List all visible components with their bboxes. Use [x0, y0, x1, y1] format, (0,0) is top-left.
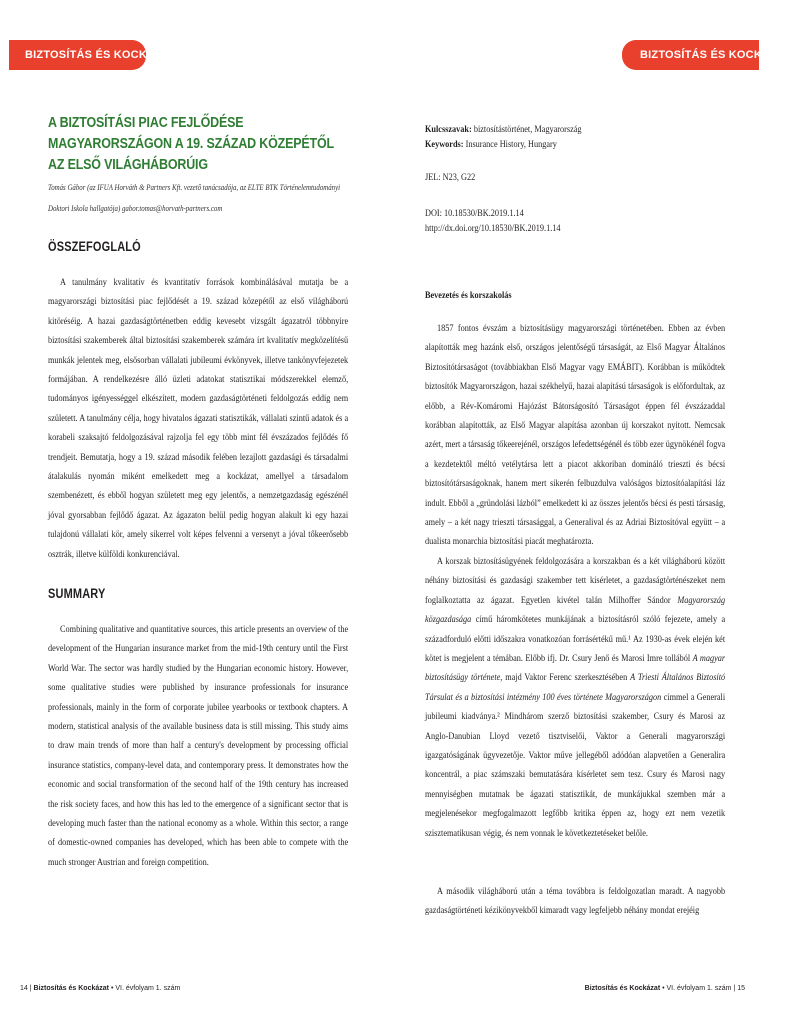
right-column: [425, 122, 725, 922]
keywords-en-value: Insurance History, Hungary: [465, 139, 557, 150]
section-tab-right: BIZTOSÍTÁS ÉS KOCKÁZAT: [622, 40, 759, 70]
doi: DOI: 10.18530/BK.2019.1.14: [425, 208, 524, 219]
doi-link[interactable]: http://dx.doi.org/10.18530/BK.2019.1.14: [425, 223, 561, 234]
keywords-hu: [425, 122, 725, 137]
book-title: A magyar biztosításügy története: [425, 653, 726, 684]
journal-name: Biztosítás és Kockázat: [33, 985, 109, 992]
issue-info: • VI. évfolyam 1. szám: [662, 985, 732, 992]
author-affiliation: Tomás Gábor (az IFUA Horváth & Partners Kft. vezető tanácsadója, az ELTE BTK Történelemtudományi Doktori Iskola hallgatója) gabor.tomas@horvath-partners.com: [48, 183, 341, 213]
book-title: A Triesti Általános Biztosító Társulat és a biztosítási intézmény 100 éves története Magyarországon: [425, 672, 726, 703]
page-number: 14 |: [20, 985, 32, 992]
footer-left: [20, 985, 180, 992]
text-run: A korszak biztosításügyének feldolgozására a korszakban és a két világháború között néhány biztosítási és gazdasági szakember tett kísérletet, a gazdaságtörténészeket nem foglalkoztatta az ágazat. Egyetlen kivétel talán Milhoffer Sándor: [425, 556, 726, 606]
intro-paragraph: 1857 fontos évszám a biztosításügy magyarországi történetében. Ebben az évben alapították meg hazánk első, országos jelentőségű társaságát, az Első Magyar Általános Biztosítótársaságot (továbbiakban Első Magyar vagy EMÁBIT). Korábban is működtek biztosítók Magyarországon, hazai székhelyű, hazai alapítású társaságok is előfordultak, az előbb, a Rév-Komáromi Hajózást Bátorságosító Társaságot éppen fél évszázaddal korábban alapították, az Első Magyar alapítása azonban új korszakot nyitott. Nemcsak azért, mert a társaság tőkeerejénél, országos lefedettségénél és több ezer ügynökénél fogva a kezdetektől méltó vetélytársa lett a piacot akkoriban domináló trieszti és bécsi biztosítótársaságoknak, hanem mert sikerén felbuzdulva valóságos biztosítóalapítási láz indult. Ebből a „gründolási lázból” emelkedett ki az összes jelentős bécsi és pesti társaság, amely – a két nagy trieszti társasággal, a Generalival és az Adriai Biztosítóval együtt – a dualista monarchia biztosítási piacát meghatározta.: [425, 323, 726, 548]
keywords-en-label: Keywords:: [425, 139, 464, 150]
left-column: [48, 112, 348, 910]
jel-codes: JEL: N23, G22: [425, 172, 476, 183]
abstract-hungarian: A tanulmány kvalitatív és kvantitatív források kombinálásával mutatja be a magyarországi biztosítási piac fejlődését a 19. század közepétől az első világháború kitöréséig. A hazai gazdaságtörténetben eddig kevesebt vizsgált ágazatról többnyire biztosítási szakemberek által biztosítási szakemberek számára írt kvalitatív megközelítésű munkák jelentek meg, elsősorban vállalati jubileumi évkönyvek, illetve tankönyvfejezetek formájában. A rendelkezésre álló üzleti adatokat statisztikai módszerekkel elemző, tudományos igényességgel elkészített, modern gazdaságtörténeti feldolgozás eddig nem született. A tanulmány célja, hogy hivatalos ágazati statisztikák, vállalati szintű adatok és a korabeli szaksajtó feldolgozásával rajzolja fel egy több mint fél évszázados fejlődés fő trendjeit. Bemutatja, hogy a 19. század második felében lezajlott gazdasági és társadalmi átalakulás nyomán miként emelkedett meg a kockázat, amellyel a társadalom szembenézett, és ebből hogyan született meg egy jelentős, a nemzetgazdaság egészénél jóval gyorsabban fejlődő ágazat. Az ágazaton belül pedig hogyan alakult ki egy hazai tulajdonú vállalati kör, amely sikerrel volt képes felvenni a versenyt a jóval tőkeerősebb osztrák, illetve külföldi konkurenciával.: [48, 277, 349, 560]
intro-paragraph: A második világháború után a téma továbbra is feldolgozatlan maradt. A nagyobb gazdaságtörténeti kézikönyvekből kimaradt vagy legfeljebb néhány mondat erejéig: [425, 886, 726, 917]
text-run: , majd Vaktor Ferenc szerkesztésében: [500, 672, 631, 684]
keywords-hu-label: Kulcsszavak:: [425, 124, 472, 135]
article-title: A BIZTOSÍTÁSI PIAC FEJLŐDÉSE MAGYARORSZÁGON A 19. SZÁZAD KÖZEPÉTŐL AZ ELSŐ VILÁGHÁBORÚIG: [48, 114, 334, 173]
keywords-en: [425, 137, 725, 152]
issue-info: • VI. évfolyam 1. szám: [110, 985, 181, 992]
keywords-hu-value: biztosítástörténet, Magyarország: [473, 124, 582, 135]
intro-heading: Bevezetés és korszakolás: [425, 290, 512, 301]
intro-paragraph: [425, 552, 725, 882]
abstract-english: Combining qualitative and quantitative sources, this article presents an overview of the development of the Hungarian insurance market from the mid-19th century until the First World War. The sector was hardly studied by the Hungarian economic history. However, some qualitative studies were published by insurance professionals for insurance professionals, mainly in the form of corporate jubilee yearbooks or textbook chapters. A modern, statistical analysis of the available business data is still missing. This study aims to draw main trends of more than half a century's development by processing official insurance statistics, company-level data, and contemporary press. It demonstrates how the economic and social transformation of the second half of the 19th century has increased the risk society faces, and how this has led to the emergence of a significant sector that is developing much faster than the national economy as a whole. Within this sector, a range of domestic-owned companies has developed, which has been able to compete with the much stronger Austrian and foreign competition.: [48, 624, 349, 868]
page-number: | 15: [733, 985, 745, 992]
footer-right: [585, 985, 745, 992]
text-run: című háromkötetes munkájának a biztosításról szóló fejezete, amely a századforduló előtti időszakra vonatkozóan forrásértékű mű.¹ Az 1930-as évek elején két kötet is megjelent a témában. Előbb ifj. Dr. Csury Jenő és Marosi Imre tollából: [425, 614, 726, 665]
book-title: Magyarország közgazdasága: [425, 594, 726, 626]
section-tab-left: BIZTOSÍTÁS ÉS KOCKÁZAT: [9, 40, 146, 70]
text-run: címmel a Generali jubileumi kiadványa.² Mindhárom szerző biztosítási szakember, Csury és Marosi az Anglo-Danubian Lloyd vezető tisztviselői, Vaktor a Generali magyarországi igazgatóságának ügyvezetője. Vaktor műve jellegéből adódóan alapvetően a Generalira koncentrál, a piac számszaki bemutatására kísérletet sem tesz. Csury és Marosi nagy mennyiségben mutatnak be ágazati statisztikát, de munkájukkal szemben már a megjelenésekor megfogalmazott legfőbb kritika éppen az, hogy ezt nem vezetik szisztematikusan végig, és nem vonnak le következtetéseket belőle.: [425, 691, 726, 839]
journal-name: Biztosítás és Kockázat: [584, 985, 661, 992]
intro-body: [425, 319, 725, 922]
summary-heading: SUMMARY: [48, 586, 106, 601]
osszefoglalo-heading: ÖSSZEFOGLALÓ: [48, 239, 141, 254]
